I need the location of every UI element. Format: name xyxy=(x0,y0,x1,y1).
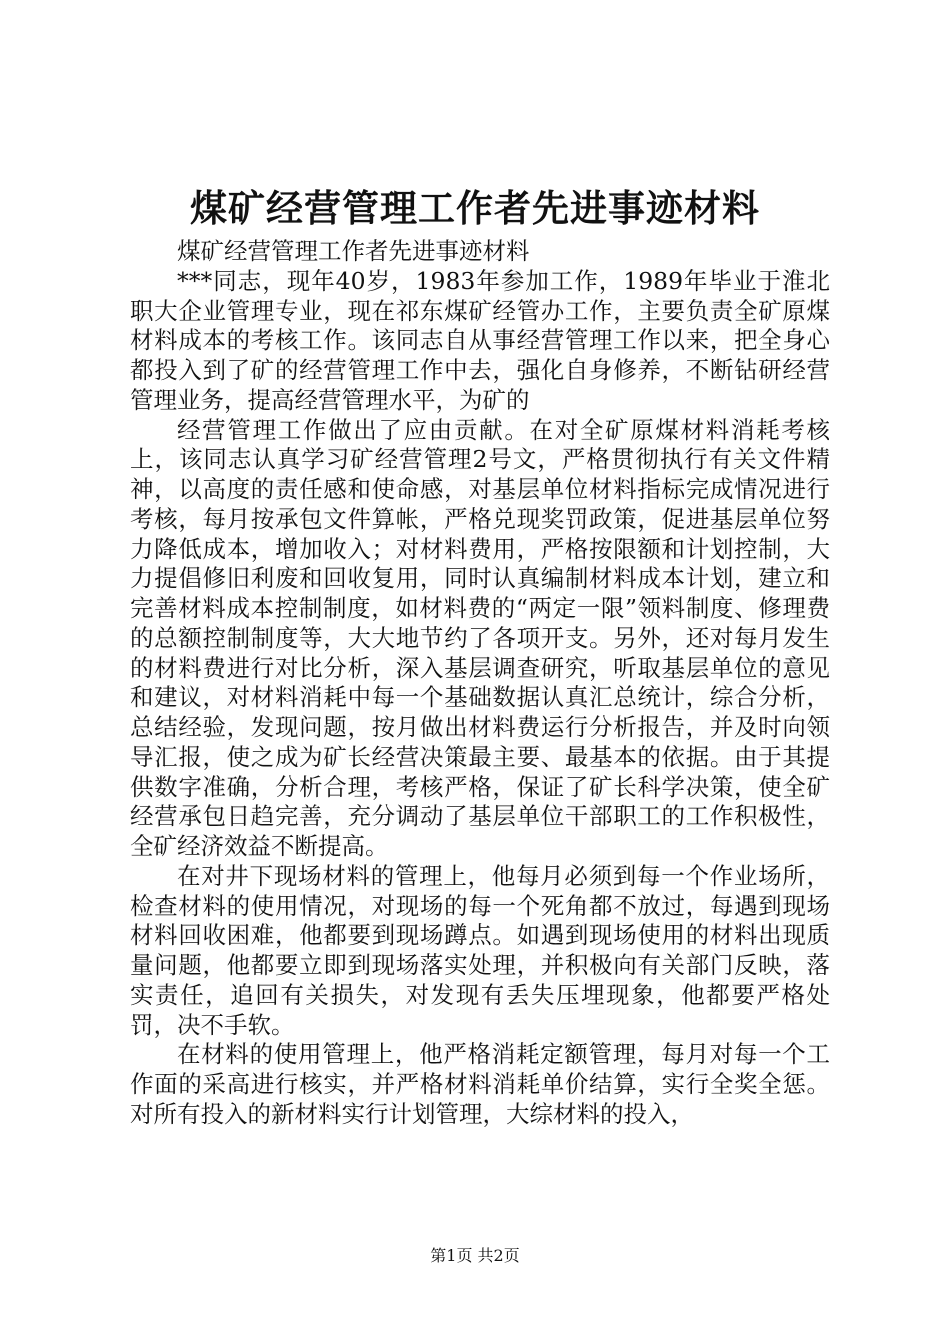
paragraph: 经营管理工作做出了应由贡献。在对全矿原煤材料消耗考核上，该同志认真学习矿经营管理2号文，严格贯彻执行有关文件精神，以高度的责任感和使命感，对基层单位材料指标完成情况进行考核，每月按承包文件算帐，严格兑现奖罚政策，促进基层单位努力降低成本，增加收入；对材料费用，严格按限额和计划控制，大力提倡修旧利废和回收复用，同时认真编制材料成本计划，建立和完善材料成本控制制度，如材料费的“两定一限”领料制度、修理费的总额控制制度等，大大地节约了各项开支。另外，还对每月发生的材料费进行对比分析，深入基层调查研究，听取基层单位的意见和建议，对材料消耗中每一个基础数据认真汇总统计，综合分析，总结经验，发现问题，按月做出材料费运行分析报告，并及时向领导汇报，使之成为矿长经营决策最主要、最基本的依据。由于其提供数字准确，分析合理，考核严格，保证了矿长科学决策，使全矿经营承包日趋完善，充分调动了基层单位干部职工的工作积极性，全矿经济效益不断提高。 xyxy=(130,415,830,860)
paragraph: 在对井下现场材料的管理上，他每月必须到每一个作业场所，检查材料的使用情况，对现场的每一个死角都不放过，每遇到现场材料回收困难，他都要到现场蹲点。如遇到现场使用的材料出现质量问题，他都要立即到现场落实处理，并积极向有关部门反映，落实责任，追回有关损失，对发现有丢失压埋现象，他都要严格处罚，决不手软。 xyxy=(130,861,830,1039)
document-title: 煤矿经营管理工作者先进事迹材料 xyxy=(190,186,760,230)
paragraph: ***同志，现年40岁，1983年参加工作，1989年毕业于淮北职大企业管理专业，现在祁东煤矿经管办工作，主要负责全矿原煤材料成本的考核工作。该同志自从事经营管理工作以来，把全身心都投入到了矿的经营管理工作中去，强化自身修养，不断钻研经营管理业务，提高经营管理水平，为矿的 xyxy=(130,266,830,414)
paragraph: 煤矿经营管理工作者先进事迹材料 xyxy=(177,237,530,265)
paragraph: 在材料的使用管理上，他严格消耗定额管理，每月对每一个工作面的采高进行核实，并严格材料消耗单价结算，实行全奖全惩。对所有投入的新材料实行计划管理，大综材料的投入， xyxy=(130,1040,830,1128)
page-number-footer: 第1页 共2页 xyxy=(430,1246,520,1265)
document-body xyxy=(130,237,830,1130)
